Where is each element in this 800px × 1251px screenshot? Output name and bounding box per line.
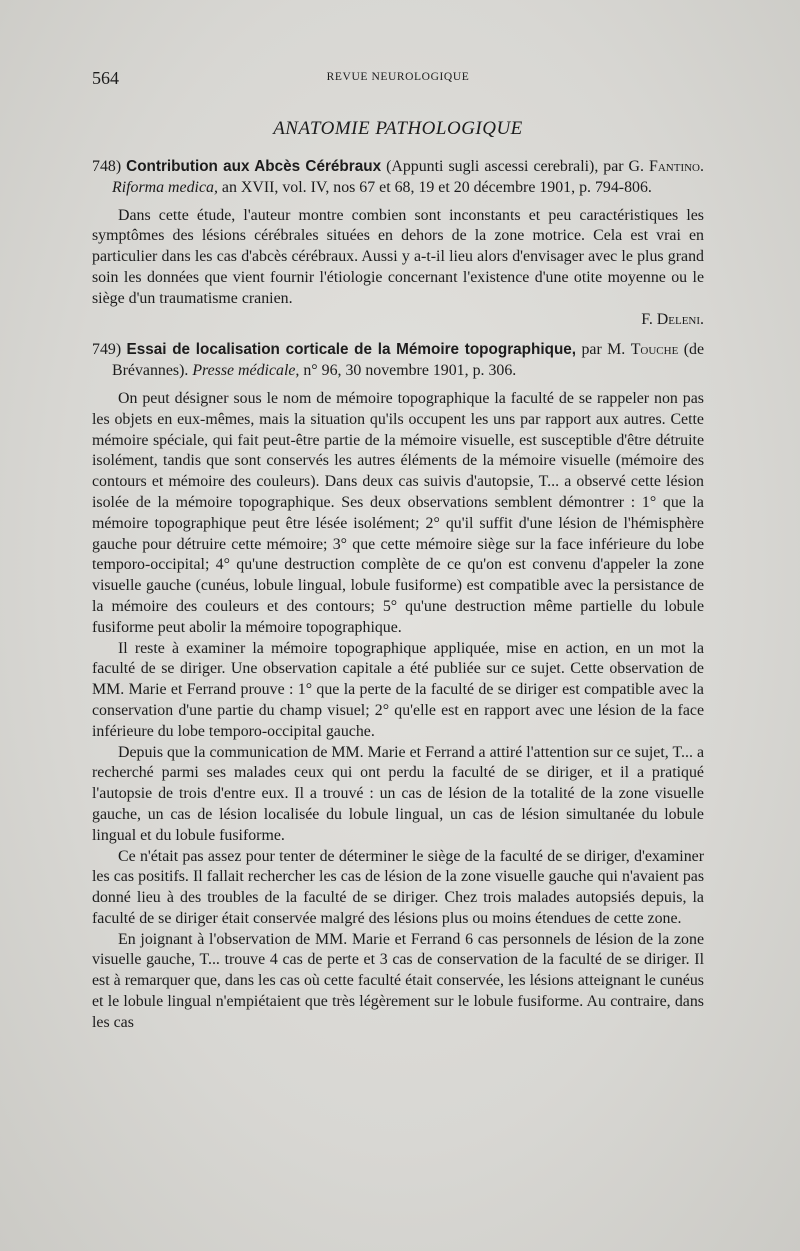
entry-749 <box>92 340 704 1033</box>
body-paragraph: Il reste à examiner la mémoire topographique appliquée, mise en action, en un mot la faculté de se diriger. Une observation capitale a été publiée sur ce sujet. Cette observation de MM. Marie et Ferrand prouve : 1° que la perte de la faculté de se diriger est compatible avec la conservation d'une partie du champ visuel; 2° qu'elle est en rapport avec une lésion de la face inférieure du lobe temporo-occipital gauche. <box>92 639 704 740</box>
body-paragraph: En joignant à l'observation de MM. Marie et Ferrand 6 cas personnels de lésion de la zone visuelle gauche, T... trouve 4 cas de perte et 3 cas de conservation de la faculté de se diriger. Il est à remarquer que, dans les cas où cette faculté était conservée, les lésions atteignant le cunéus et le lobule lingual n'empiétaient que très légèrement sur le lobule fusiforme. Au contraire, dans les cas <box>92 930 704 1031</box>
journal-name: Presse médicale, <box>192 362 300 380</box>
signature <box>92 310 704 331</box>
entry-reference <box>92 340 704 382</box>
entry-title: Contribution aux Abcès Cérébraux <box>126 158 382 175</box>
reference-text: . <box>700 158 704 175</box>
page-header <box>92 68 704 92</box>
entry-title: Essai de localisation corticale de la Mémoire topographique, <box>126 341 577 359</box>
page-number: 564 <box>92 68 119 88</box>
entry-number: 749) <box>92 341 122 359</box>
reference-text: an XVII, vol. IV, nos 67 et 68, 19 et 20 décembre 1901, p. 794-806. <box>217 178 652 196</box>
signature-name: Deleni. <box>656 310 704 328</box>
body-paragraph: Depuis que la communication de MM. Marie et Ferrand a attiré l'attention sur ce sujet, T... a recherché parmi ses malades ceux qui ont perdu la faculté de se diriger, et il a pratiqué l'autopsie de trois d'entre eux. Il a trouvé : un cas de lésion de la totalité de la zone visuelle gauche, un cas de lésion localisée du lobule lingual, un cas de lésion simultanée du lobule lingual et du lobule fusiforme. <box>92 743 704 844</box>
entry-748 <box>92 157 704 330</box>
reference-text: par M. <box>576 341 631 359</box>
reference-text: n° 96, 30 novembre 1901, p. 306. <box>299 362 517 380</box>
author-name: Fantino <box>649 158 700 175</box>
running-title: REVUE NEUROLOGIQUE <box>326 71 470 83</box>
entry-reference <box>92 157 704 199</box>
journal-name: Riforma medica, <box>112 178 218 196</box>
signature-initial: F. <box>641 310 657 328</box>
body-paragraph: Dans cette étude, l'auteur montre combien sont inconstants et peu caractéristiques les symptômes des lésions cérébrales situées en dehors de la zone motrice. Cela est vrai en particulier dans les cas d'abcès cérébraux. Aussi y a-t-il lieu alors d'envisager avec le plus grand soin les données que vient fournir l'étiologie concernant l'existence d'une otite moyenne ou le siège d'un traumatisme cranien. <box>92 206 704 307</box>
body-paragraph: Ce n'était pas assez pour tenter de déterminer le siège de la faculté de se diriger, d'examiner les cas positifs. Il fallait rechercher les cas de lésion de la zone visuelle gauche qui n'avaient pas donné lieu à des troubles de la faculté de se diriger. Chez trois malades autopsiés depuis, la faculté de se diriger était conservée malgré des lésions plus ou moins étendues de cette zone. <box>92 847 704 927</box>
author-name: Touche <box>630 341 679 359</box>
body-paragraph: On peut désigner sous le nom de mémoire topographique la faculté de se rappeler non pas les objets en eux-mêmes, mais la situation qu'ils occupent les uns par rapport aux autres. Cette mémoire spéciale, qui fait peut-être partie de la mémoire visuelle, est susceptible d'être détruite isolément, tandis que sont conservés les autres éléments de la mémoire visuelle (mémoire des contours et mémoire des couleurs). Dans deux cas suivis d'autopsie, T... a observé cette lésion isolée de la mémoire topographique. Ses deux observations semblent démontrer : 1° que la mémoire topographique peut être lésée isolément; 2° qu'il suffit d'une lésion de l'hémisphère gauche pour détruire cette mémoire; 3° que cette mémoire siège sur la face inférieure du lobe temporo-occipital; 4° qu'une destruction complète de ce qu'on est convenu d'appeler la zone visuelle gauche (cunéus, lobule lingual, lobule fusiforme) est compatible avec la persistance de la mémoire des couleurs et des contours; 5° qu'une destruction même partielle du lobule fusiforme peut abolir la mémoire topographique. <box>92 389 704 636</box>
page-content <box>92 157 704 1034</box>
section-title: ANATOMIE PATHOLOGIQUE <box>273 118 523 139</box>
reference-text: (de Brévannes). <box>112 341 704 380</box>
reference-text: (Appunti sugli ascessi cerebrali), par G. <box>381 158 649 175</box>
entry-number: 748) <box>92 158 122 175</box>
